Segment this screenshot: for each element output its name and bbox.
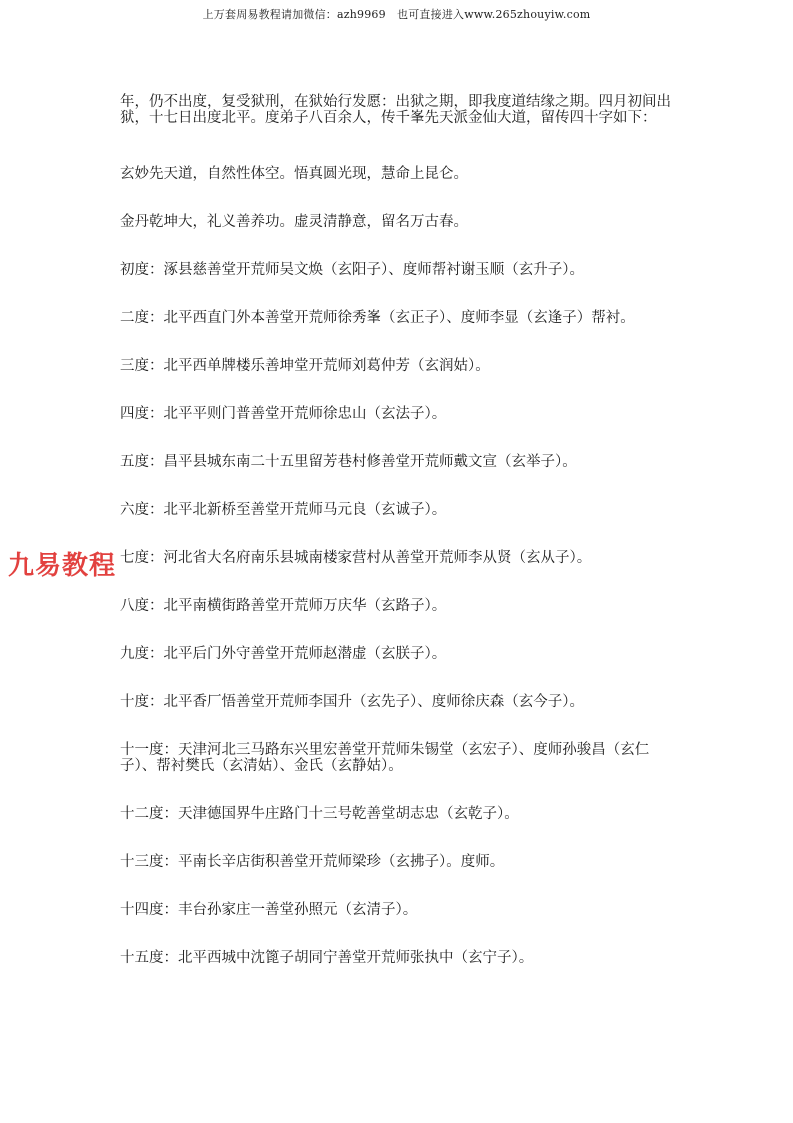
list-item: 七度：河北省大名府南乐县城南楼家营村从善堂开荒师李从贤（玄从子）。 <box>120 550 592 566</box>
document-body <box>120 94 672 998</box>
list-item: 三度：北平西单牌楼乐善坤堂开荒师刘葛仲芳（玄润姑）。 <box>120 358 490 374</box>
list-item: 九度：北平后门外守善堂开荒师赵潜虚（玄朕子）。 <box>120 646 447 662</box>
verse-line: 玄妙先天道，自然性体空。悟真圆光现，慧命上昆仑。 <box>120 166 468 182</box>
list-item: 初度：涿县慈善堂开荒师吴文焕（玄阳子）、度师帮衬谢玉顺（玄升子）。 <box>120 262 584 278</box>
list-item: 五度：昌平县城东南二十五里留芳巷村修善堂开荒师戴文宣（玄举子）。 <box>120 454 577 470</box>
list-item: 十三度：平南长辛店街积善堂开荒师梁珍（玄拂子）。度师。 <box>120 854 505 870</box>
list-item: 二度：北平西直门外本善堂开荒师徐秀峯（玄正子）、度师李显（玄逢子）帮衬。 <box>120 310 635 326</box>
watermark-logo: 九易教程 <box>8 551 117 581</box>
list-item: 六度：北平北新桥至善堂开荒师马元良（玄诚子）。 <box>120 502 447 518</box>
list-item: 十二度：天津德国界牛庄路门十三号乾善堂胡志忠（玄乾子）。 <box>120 806 519 822</box>
list-item: 八度：北平南横街路善堂开荒师万庆华（玄路子）。 <box>120 598 447 614</box>
list-item: 十五度：北平西城中沈篦子胡同宁善堂开荒师张执中（玄宁子）。 <box>120 950 534 966</box>
list-item: 十四度：丰台孙家庄一善堂孙照元（玄清子）。 <box>120 902 418 918</box>
list-item: 四度：北平平则门普善堂开荒师徐忠山（玄法子）。 <box>120 406 447 422</box>
entry-list <box>120 262 672 966</box>
verse-line: 金丹乾坤大，礼义善养功。虚灵清静意，留名万古春。 <box>120 214 468 230</box>
list-item: 十一度：天津河北三马路东兴里宏善堂开荒师朱锡堂（玄宏子）、度师孙骏昌（玄仁子）、帮衬樊氏（玄清姑）、金氏（玄静姑）。 <box>120 742 650 774</box>
intro-paragraph: 年，仍不出度，复受狱刑，在狱始行发愿：出狱之期，即我度道结缘之期。四月初间出狱，十七日出度北平。度弟子八百余人，传千峯先天派金仙大道，留传四十字如下： <box>120 94 671 126</box>
page-header: 上万套周易教程请加微信：azh9969 也可直接进入www.265zhouyiw.com <box>202 8 591 21</box>
list-item: 十度：北平香厂悟善堂开荒师李国升（玄先子）、度师徐庆森（玄今子）。 <box>120 694 584 710</box>
